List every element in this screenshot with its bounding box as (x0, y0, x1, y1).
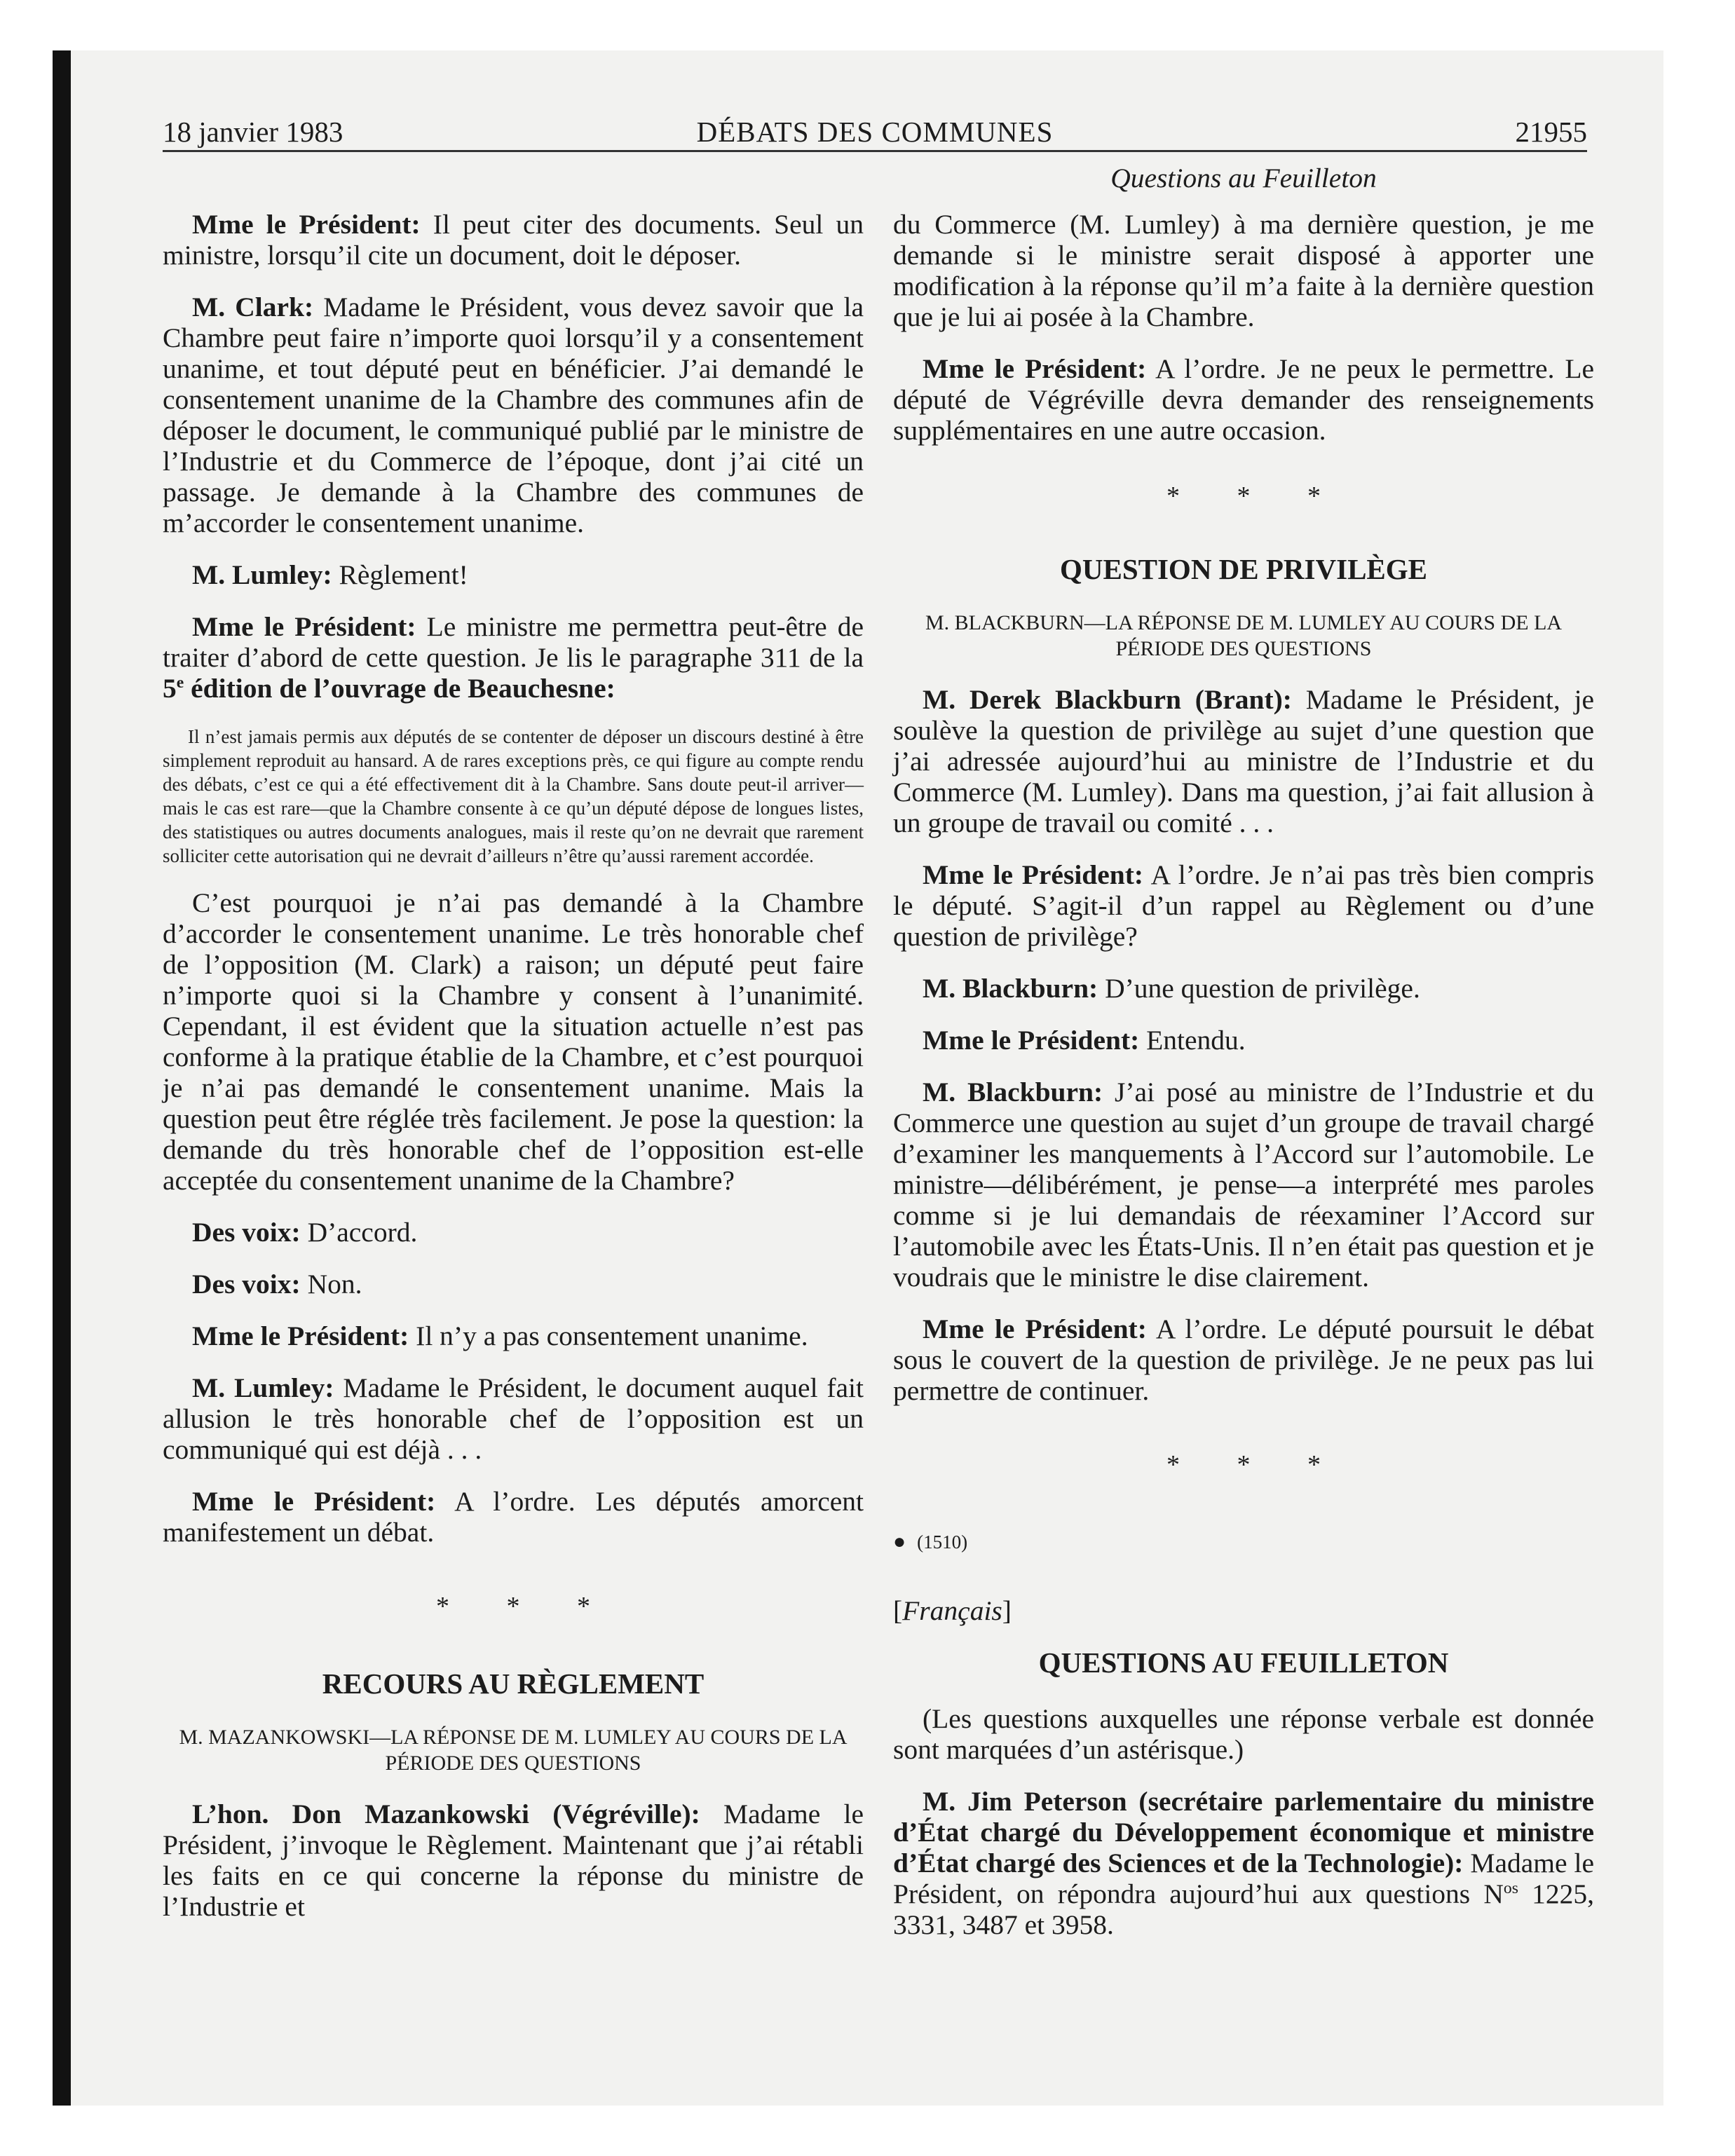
page-header (163, 114, 1587, 152)
speaker-name: M. Clark: (192, 292, 314, 322)
speech-text: Madame le Président, le document auquel fait allusion le très honorable chef de l’opposition est un communiqué qui est déjà . . . (163, 1372, 864, 1465)
time-marker (893, 1527, 1594, 1557)
paragraph (163, 1269, 864, 1299)
speech-text: D’accord. (300, 1217, 418, 1248)
speech-text: Madame le Président, je soulève la question de privilège au sujet d’une question que j’ai adressée aujourd’hui au ministre de l’Industrie et du Commerce (M. Lumley). Dans ma question, j’ai fait allusion à un groupe de travail ou comité . . . (893, 684, 1594, 838)
speaker-name: Mme le Président: (192, 611, 416, 642)
speech-text: Madame le Président, vous devez savoir que la Chambre peut faire n’importe quoi lorsqu’il y a consentement unanime, et tout député peut en bénéficier. J’ai demandé le consentement unanime de la Chambre des communes afin de déposer le document, le communiqué publié par le ministre de l’Industrie et du Commerce de l’époque, dont j’ai cité un passage. Je demande à la Chambre des communes de m’accorder le consentement unanime. (163, 292, 864, 538)
speaker-name: Mme le Président: (192, 209, 421, 240)
section-subheading: M. MAZANKOWSKI—LA RÉPONSE DE M. LUMLEY AU COURS DE LA PÉRIODE DES QUESTIONS (179, 1726, 848, 1775)
speech-text: A l’ordre. Je ne peux le permettre. Le député de Végréville devra demander des renseignements supplémentaires en une autre occasion. (893, 353, 1594, 446)
speech-text: Il n’y a pas consentement unanime. (409, 1321, 808, 1351)
bracket-close: ] (1002, 1595, 1012, 1626)
edition-title: édition de l’ouvrage de Beauchesne: (184, 673, 615, 704)
paragraph (893, 353, 1594, 446)
section-separator: * * * (436, 1592, 615, 1621)
edition-number: 5 (163, 673, 177, 704)
section-title: QUESTIONS AU FEUILLETON (1038, 1646, 1449, 1679)
speaker-name: M. Blackburn: (923, 1077, 1103, 1107)
speech-text: Il peut citer des documents. Seul un ministre, lorsqu’il cite un document, doit le déposer. (163, 209, 864, 271)
paragraph (163, 292, 864, 538)
right-column (893, 163, 1594, 1961)
speaker-name: Mme le Président: (923, 1025, 1140, 1056)
paragraph (893, 1314, 1594, 1406)
speaker-name: Des voix: (192, 1269, 301, 1299)
paragraph (893, 684, 1594, 838)
speech-text: 1225, 3331, 3487 et 3958. (893, 1878, 1595, 1940)
running-head: Questions au Feuilleton (1110, 163, 1377, 193)
section-title: QUESTION DE PRIVILÈGE (1059, 553, 1427, 585)
speaker-name: Mme le Président: (923, 859, 1144, 890)
speaker-name: Des voix: (192, 1217, 301, 1248)
paragraph (893, 1077, 1594, 1292)
header-date: 18 janvier 1983 (163, 116, 343, 148)
paragraph (893, 1025, 1594, 1056)
paragraph: (Les questions auxquelles une réponse verbale est donnée sont marquées d’un astérisque.) (893, 1703, 1594, 1765)
paragraph: du Commerce (M. Lumley) à ma dernière question, je me demande si le ministre serait disposé à apporter une modification à la réponse qu’il m’a faite à la dernière question que je lui ai posée à la Chambre. (893, 209, 1594, 332)
paragraph (893, 859, 1594, 952)
paragraph (163, 1217, 864, 1248)
speech-text: Règlement! (332, 559, 468, 590)
speech-text: Entendu. (1139, 1025, 1246, 1056)
speaker-name: M. Blackburn: (923, 973, 1098, 1004)
speech-text: A l’ordre. Je n’ai pas très bien compris le député. S’agit-il d’un rappel au Règlement ou d’une question de privilège? (893, 859, 1594, 952)
speaker-name: Mme le Président: (923, 353, 1147, 384)
edition-superscript: e (176, 673, 184, 692)
paragraph (893, 1786, 1594, 1940)
paragraph (163, 1321, 864, 1351)
paragraph (893, 973, 1594, 1004)
speech-text: J’ai posé au ministre de l’Industrie et du Commerce une question au sujet d’un groupe de travail chargé d’examiner les manquements à l’Accord sur l’automobile. Le ministre—délibérément, je pense—a interprété mes paroles comme si je lui demandais de réexaminer l’Accord sur l’automobile avec les États-Unis. Il n’en était pas question et je voudrais que le ministre le dise clairement. (893, 1077, 1594, 1292)
speech-text: Le ministre me permettra peut-être de traiter d’abord de cette question. Je lis le paragraphe 311 de la (163, 611, 864, 673)
time-marker-text: (1510) (917, 1531, 968, 1553)
paragraph (163, 559, 864, 590)
edition-reference (163, 673, 615, 704)
speech-text: Madame le Président, j’invoque le Règlement. Maintenant que j’ai rétabli les faits en ce qui concerne la réponse du ministre de l’Industrie et (163, 1799, 864, 1922)
bullet-icon: ● (893, 1530, 906, 1553)
number-abbrev-superscript: os (1503, 1878, 1518, 1897)
paragraph (163, 1486, 864, 1548)
block-quote: Il n’est jamais permis aux députés de se contenter de déposer un discours destiné à être simplement reproduit au hansard. A de rares exceptions près, ce qui figure au compte rendu des débats, c’est ce qui a été effectivement dit à la Chambre. Sans doute peut-il arriver—mais le cas est rare—que la Chambre consente à ce qu’un député dépose de longues listes, des statistiques ou autres documents analogues, mais il reste qu’on ne devrait que rarement solliciter cette autorisation qui ne devrait d’ailleurs n’être qu’aussi rarement accordée. (163, 726, 864, 866)
speaker-name: Mme le Président: (923, 1314, 1147, 1344)
speaker-name: L’hon. Don Mazankowski (Végréville): (192, 1799, 700, 1829)
speech-text: Non. (300, 1269, 362, 1299)
language-name: Français (902, 1595, 1002, 1626)
language-tag (893, 1595, 1594, 1626)
section-separator: * * * (1166, 1450, 1346, 1480)
header-title: DÉBATS DES COMMUNES (696, 116, 1054, 148)
section-subheading: M. BLACKBURN—LA RÉPONSE DE M. LUMLEY AU COURS DE LA PÉRIODE DES QUESTIONS (925, 611, 1563, 660)
speaker-name: Mme le Président: (192, 1321, 409, 1351)
speech-text: A l’ordre. Le député poursuit le débat sous le couvert de la question de privilège. Je ne peux pas lui permettre de continuer. (893, 1314, 1594, 1406)
speaker-name: M. Derek Blackburn (Brant): (923, 684, 1292, 715)
paragraph (163, 611, 864, 704)
bracket-open: [ (893, 1595, 903, 1626)
section-separator: * * * (1166, 482, 1346, 511)
speaker-name: M. Lumley: (192, 1372, 334, 1403)
scan-margin (0, 0, 55, 2156)
speaker-name: M. Lumley: (192, 559, 332, 590)
paragraph: C’est pourquoi je n’ai pas demandé à la Chambre d’accorder le consentement unanime. Le très honorable chef de l’opposition (M. Clark) a raison; un député peut faire n’importe quoi si la Chambre y consent à l’unanimité. Cependant, il est évident que la situation actuelle n’est pas conforme à la pratique établie de la Chambre, et c’est pourquoi je n’ai pas demandé le consentement unanime. Mais la question peut être réglée très facilement. Je pose la question: la demande du très honorable chef de l’opposition est-elle acceptée du consentement unanime de la Chambre? (163, 887, 864, 1196)
scan-binding-shadow (53, 50, 71, 2106)
speech-text: Madame le Président, on répondra aujourd’hui aux questions N (893, 1848, 1595, 1909)
paragraph (163, 209, 864, 271)
speaker-name: Mme le Président: (192, 1486, 436, 1517)
section-title: RECOURS AU RÈGLEMENT (322, 1667, 705, 1700)
speaker-name: M. Jim Peterson (secrétaire parlementaire du ministre d’État chargé du Développement économique et ministre d’État chargé des Sciences et de la Technologie): (893, 1786, 1594, 1878)
left-column (163, 209, 864, 1943)
paragraph (163, 1799, 864, 1922)
header-page-number: 21955 (1515, 116, 1587, 148)
paragraph (163, 1372, 864, 1465)
speech-text: D’une question de privilège. (1098, 973, 1420, 1004)
speech-text: A l’ordre. Les députés amorcent manifestement un débat. (163, 1486, 864, 1548)
